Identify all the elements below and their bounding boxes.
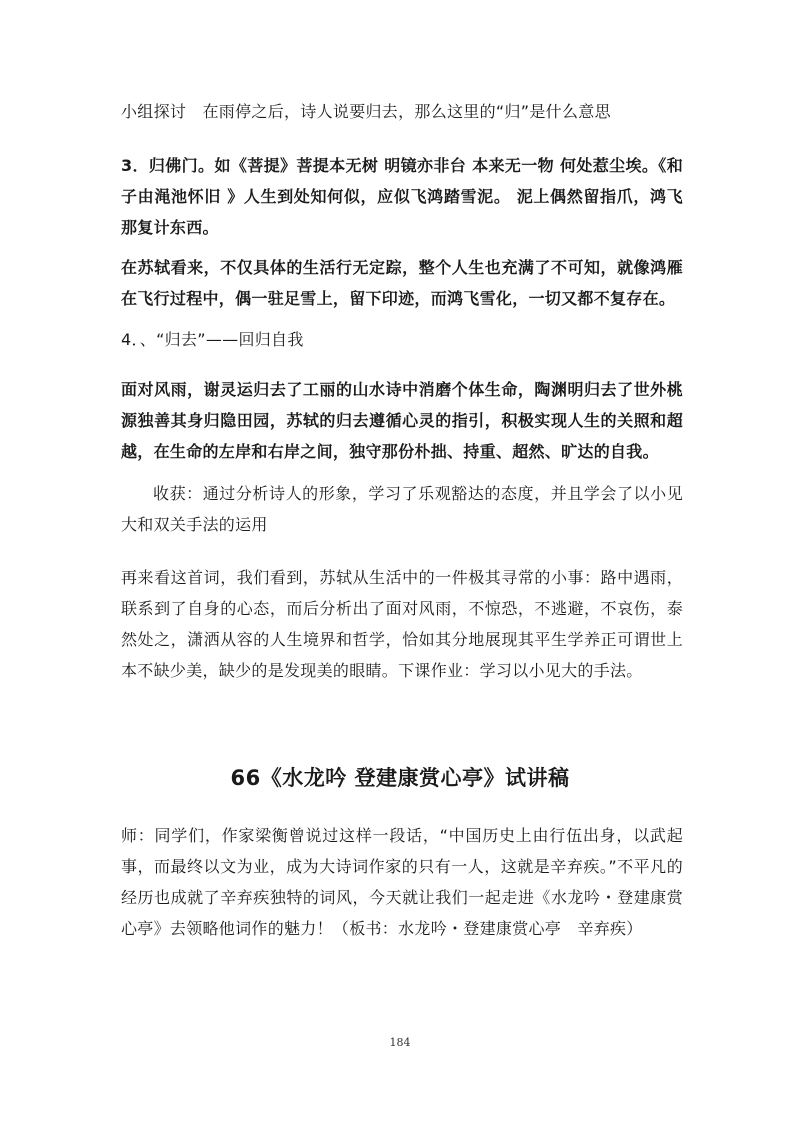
lecture-title: 66《水龙吟 登建康赏心亭》试讲稿 — [230, 766, 570, 790]
self-return-paragraph: 面对风雨，谢灵运归去了工丽的山水诗中消磨个体生命，陶渊明归去了世外桃源独善其身归隐田园，苏轼的归去遵循心灵的指引，积极实现人生的关照和超越，在生命的左岸和右岸之间，独守那份朴拙、持重、超然、旷达的自我。 — [121, 380, 683, 461]
point-3-buddhism: 3．归佛门。如《菩提》菩提本无树 明镜亦非台 本来无一物 何处惹尘埃。《和子由渑池怀旧 》人生到处知何似，应似飞鸿踏雪泥。 泥上偶然留指爪，鸿飞那复计东西。 — [121, 156, 683, 237]
review-paragraph: 再来看这首词，我们看到，苏轼从生活中的一件极其寻常的小事：路中遇雨，联系到了自身的心态，而后分析出了面对风雨，不惊恐，不逃避，不哀伤，泰然处之，潇洒从容的人生境界和哲学，恰如其分地展现其平生学养正可谓世上本不缺少美，缺少的是发现美的眼睛。下课作业：学习以小见大的手法。 — [121, 568, 683, 680]
page-number: 184 — [389, 1036, 411, 1049]
teacher-intro-paragraph: 师：同学们，作家梁衡曾说过这样一段话，“中国历史上由行伍出身，以武起事，而最终以文为业，成为大诗词作家的只有一人，这就是辛弃疾。”不平凡的经历也成就了辛弃疾独特的词风，今天就让我们一起走进《水龙吟・登建康赏心亭》去领略他词作的魅力！（板书：水龙吟・登建康赏心亭 辛弃疾） — [121, 826, 683, 938]
point-4-heading: 4．、“归去”——回归自我 — [121, 330, 304, 349]
harvest-summary: 收获：通过分析诗人的形象，学习了乐观豁达的态度，并且学会了以小见大和双关手法的运用 — [121, 484, 683, 534]
discussion-prompt: 小组探讨 在雨停之后，诗人说要归去，那么这里的“归”是什么意思 — [121, 102, 611, 121]
su-shi-view-paragraph: 在苏轼看来，不仅具体的生活行无定踪，整个人生也充满了不可知，就像鸿雁在飞行过程中，偶一驻足雪上，留下印迹，而鸿飞雪化，一切又都不复存在。 — [121, 258, 683, 308]
